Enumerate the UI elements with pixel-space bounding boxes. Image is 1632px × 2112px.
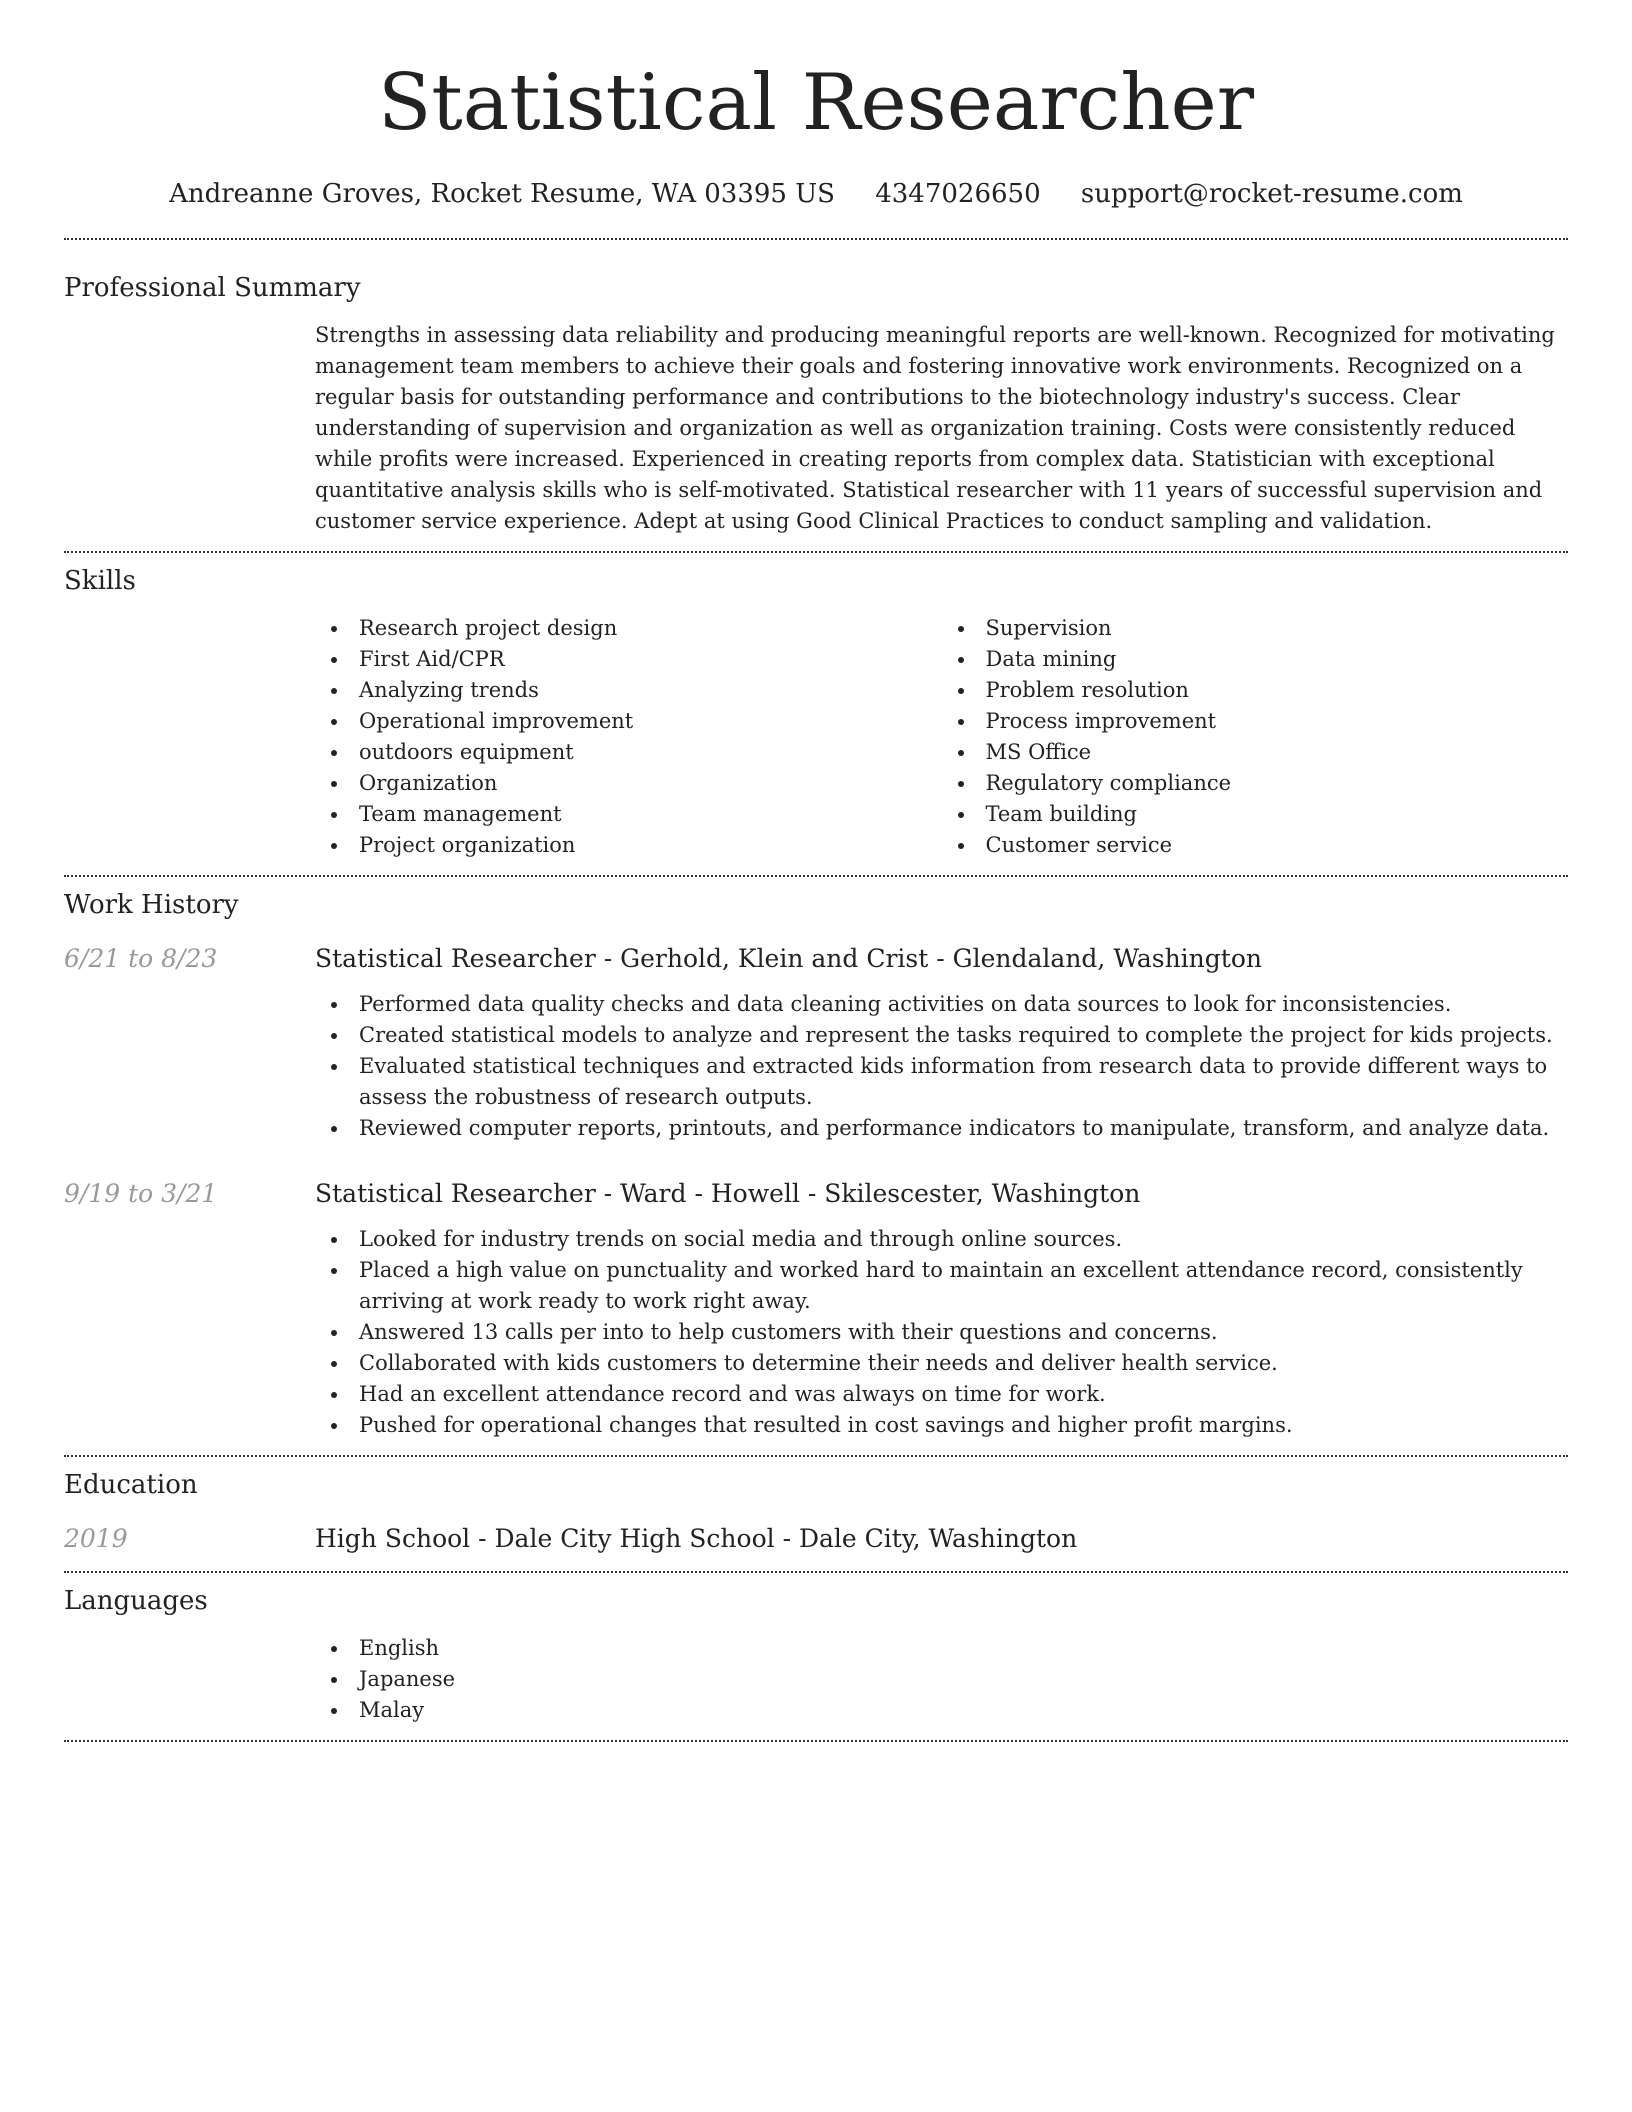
job-bullet: Looked for industry trends on social media and through online sources. [359,1224,1568,1255]
job-bullet: Placed a high value on punctuality and worked hard to maintain an excellent attendance record, consistently arriving at work ready to work right away. [359,1255,1568,1317]
job-entry [64,1176,1568,1441]
skills-content [315,613,1568,875]
summary-content [315,320,1568,551]
job-dates: 6/21 to 8/23 [64,944,218,973]
skill-item: outdoors equipment [359,737,942,768]
contact-line [64,176,1568,212]
skill-item: Analyzing trends [359,675,942,706]
resume-page [64,0,1568,1742]
job-bullet: Pushed for operational changes that resulted in cost savings and higher profit margins. [359,1410,1568,1441]
summary-heading: Professional Summary [64,273,361,303]
work-history-heading: Work History [64,890,239,920]
job-bullet: Reviewed computer reports, printouts, and performance indicators to manipulate, transform, and analyze data. [359,1113,1568,1144]
section-divider [64,1740,1568,1742]
language-item: Malay [359,1695,1568,1726]
language-item: Japanese [359,1664,1568,1695]
job-header [64,1176,1568,1212]
contact-email: support@rocket-resume.com [1080,179,1463,209]
summary-section [64,240,1568,551]
job-entry [64,941,1568,1144]
summary-text: Strengths in assessing data reliability and producing meaningful reports are well-known. Recognized for motivating management team members to achieve their goals and fostering innovative work environments. Recognized on a regular basis for outstanding performance and contributions to the biotechnology industry's success. Clear understanding of supervision and organization as well as organization training. Costs were consistently reduced while profits were increased. Experienced in creating reports from complex data. Statistician with exceptional quantitative analysis skills who is self-motivated. Statistical researcher with 11 years of successful supervision and customer service experience. Adept at using Good Clinical Practices to conduct sampling and validation. [315,323,1555,533]
contact-phone: 4347026650 [875,179,1041,209]
skill-item: MS Office [986,737,1569,768]
skill-item: Supervision [986,613,1569,644]
languages-list [315,1633,1568,1726]
education-header [64,1521,1568,1557]
skills-section [64,553,1568,875]
education-title: High School - Dale City High School - Dale City, Washington [315,1524,1078,1553]
skills-heading: Skills [64,566,136,596]
job-title: Statistical Researcher - Gerhold, Klein and Crist - Glendaland, Washington [315,944,1262,973]
skills-grid [315,613,1568,861]
education-heading: Education [64,1470,198,1500]
job-dates: 9/19 to 3/21 [64,1179,218,1208]
job-bullet: Performed data quality checks and data cleaning activities on data sources to look for inconsistencies. [359,989,1568,1020]
languages-content [315,1633,1568,1740]
skill-item: Data mining [986,644,1569,675]
skill-item: First Aid/CPR [359,644,942,675]
skill-item: Operational improvement [359,706,942,737]
resume-name: Statistical Researcher [377,58,1255,148]
skill-item: Problem resolution [986,675,1569,706]
job-bullet: Created statistical models to analyze and represent the tasks required to complete the project for kids projects. [359,1020,1568,1051]
education-entry [64,1521,1568,1557]
job-bullet: Evaluated statistical techniques and extracted kids information from research data to provide different ways to assess the robustness of research outputs. [359,1051,1568,1113]
skill-item: Organization [359,768,942,799]
skills-list-left [315,613,942,861]
job-bullets [315,989,1568,1144]
contact-address: Andreanne Groves, Rocket Resume, WA 03395 US [169,179,835,209]
education-year: 2019 [64,1524,128,1553]
work-history-section [64,877,1568,1455]
skill-item: Project organization [359,830,942,861]
job-bullet: Collaborated with kids customers to determine their needs and deliver health service. [359,1348,1568,1379]
skill-item: Team management [359,799,942,830]
skill-item: Team building [986,799,1569,830]
languages-section [64,1573,1568,1740]
job-title: Statistical Researcher - Ward - Howell - Skilescester, Washington [315,1179,1141,1208]
job-header [64,941,1568,977]
skills-list-right [942,613,1569,861]
skill-item: Regulatory compliance [986,768,1569,799]
skill-item: Customer service [986,830,1569,861]
skill-item: Process improvement [986,706,1569,737]
job-bullets [315,1224,1568,1441]
job-bullet: Answered 13 calls per into to help customers with their questions and concerns. [359,1317,1568,1348]
languages-heading: Languages [64,1586,208,1616]
education-section [64,1457,1568,1571]
skill-item: Research project design [359,613,942,644]
job-bullet: Had an excellent attendance record and was always on time for work. [359,1379,1568,1410]
language-item: English [359,1633,1568,1664]
